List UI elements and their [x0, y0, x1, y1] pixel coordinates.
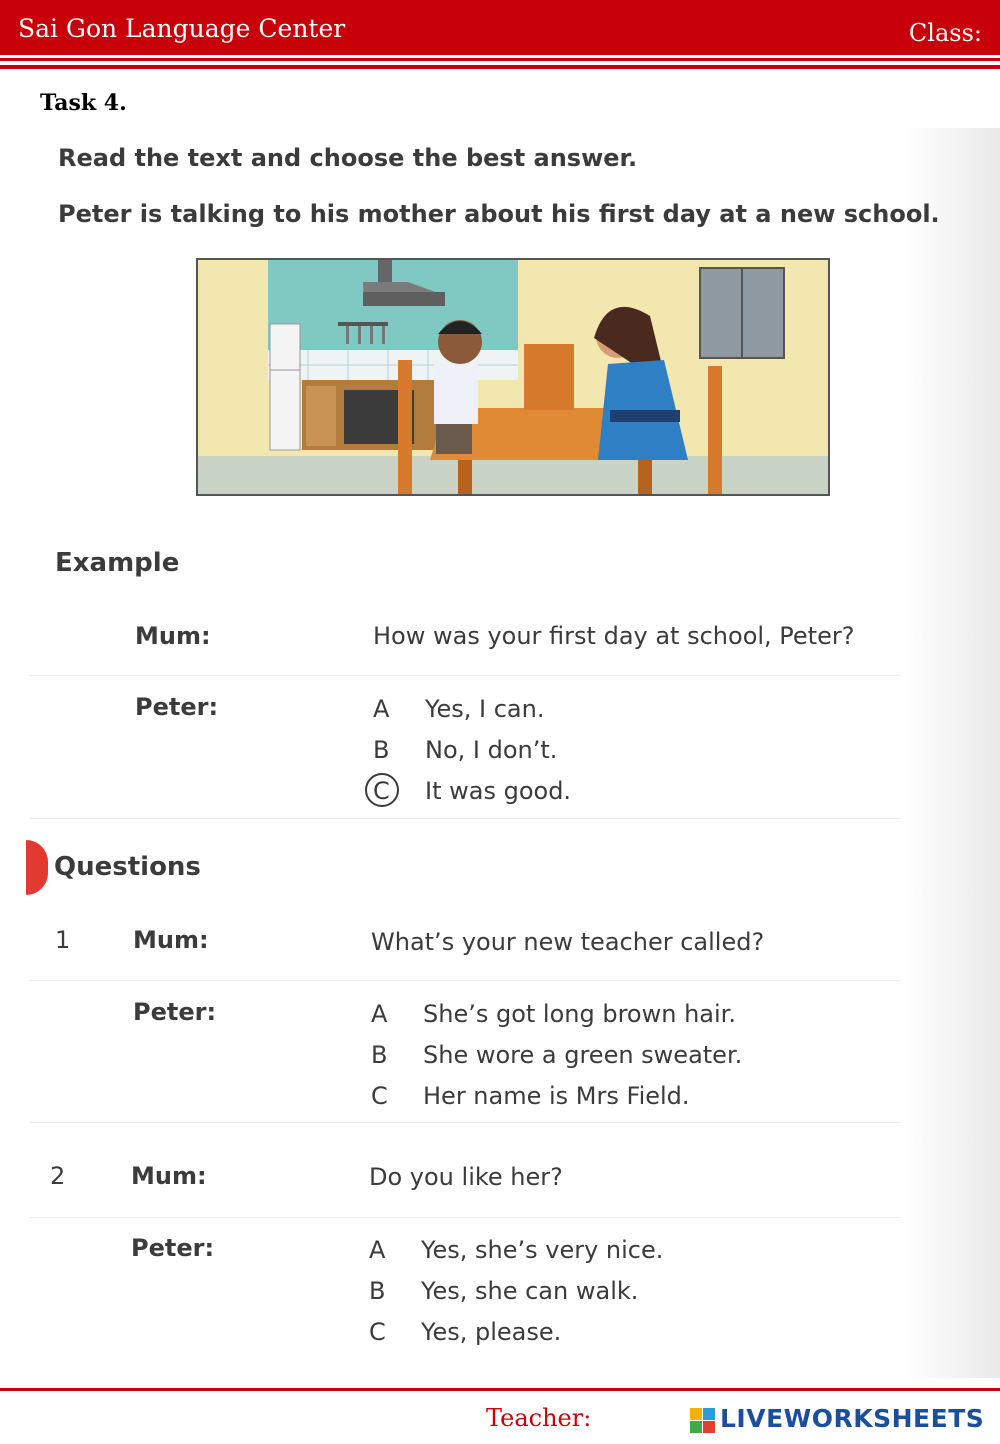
option-text[interactable]: Yes, please.: [421, 1318, 562, 1346]
example-heading: Example: [55, 548, 180, 578]
question-mum-text: Do you like her?: [369, 1163, 563, 1191]
example-mum-label: Mum:: [135, 622, 211, 650]
example-option-letter: B: [373, 736, 390, 764]
question-peter-label: Peter:: [131, 1234, 215, 1262]
divider: [30, 818, 900, 819]
question-mum-label: Mum:: [133, 926, 209, 954]
option-text[interactable]: Yes, she’s very nice.: [421, 1236, 664, 1264]
divider: [30, 980, 900, 981]
divider: [30, 1122, 900, 1123]
header-rule-bottom: [0, 65, 1000, 69]
question-mum-text: What’s your new teacher called?: [371, 928, 765, 956]
question-mum-label: Mum:: [131, 1162, 207, 1190]
instruction-line-2: Peter is talking to his mother about his first day at a new school.: [58, 200, 940, 228]
header-rule-top: [0, 58, 1000, 61]
option-text[interactable]: She’s got long brown hair.: [423, 1000, 736, 1028]
questions-heading: Questions: [54, 852, 201, 882]
class-label: Class:: [908, 19, 982, 47]
option-text[interactable]: Her name is Mrs Field.: [423, 1082, 690, 1110]
example-mum-text: How was your first day at school, Peter?: [373, 622, 855, 650]
option-letter[interactable]: A: [369, 1236, 386, 1264]
example-option-letter: A: [373, 695, 390, 723]
page-header: [0, 0, 1000, 55]
logo-grid-icon: [690, 1408, 716, 1434]
example-option-text: No, I don’t.: [425, 736, 558, 764]
example-option-text: It was good.: [425, 777, 572, 805]
center-name: Sai Gon Language Center: [18, 14, 346, 43]
footer-rule: [0, 1388, 1000, 1391]
kitchen-illustration: [196, 258, 830, 496]
option-letter[interactable]: B: [369, 1277, 386, 1305]
divider: [30, 1217, 900, 1218]
teacher-label: Teacher:: [486, 1404, 592, 1432]
task-title: Task 4.: [40, 90, 127, 116]
example-option-text: Yes, I can.: [425, 695, 545, 723]
option-text[interactable]: She wore a green sweater.: [423, 1041, 743, 1069]
page-shadow: [905, 128, 1000, 1378]
logo-text: LIVEWORKSHEETS: [720, 1404, 985, 1433]
option-letter[interactable]: C: [369, 1318, 386, 1346]
instruction-line-1: Read the text and choose the best answer.: [58, 144, 638, 172]
option-letter[interactable]: C: [371, 1082, 388, 1110]
option-letter[interactable]: A: [371, 1000, 388, 1028]
question-number: 2: [50, 1162, 66, 1190]
example-option-letter: C: [373, 777, 390, 805]
example-peter-label: Peter:: [135, 693, 219, 721]
questions-marker: [26, 840, 48, 895]
option-letter[interactable]: B: [371, 1041, 388, 1069]
kitchen-scene-image: [198, 260, 828, 494]
question-number: 1: [55, 926, 71, 954]
option-text[interactable]: Yes, she can walk.: [421, 1277, 639, 1305]
question-peter-label: Peter:: [133, 998, 217, 1026]
divider: [30, 675, 900, 676]
